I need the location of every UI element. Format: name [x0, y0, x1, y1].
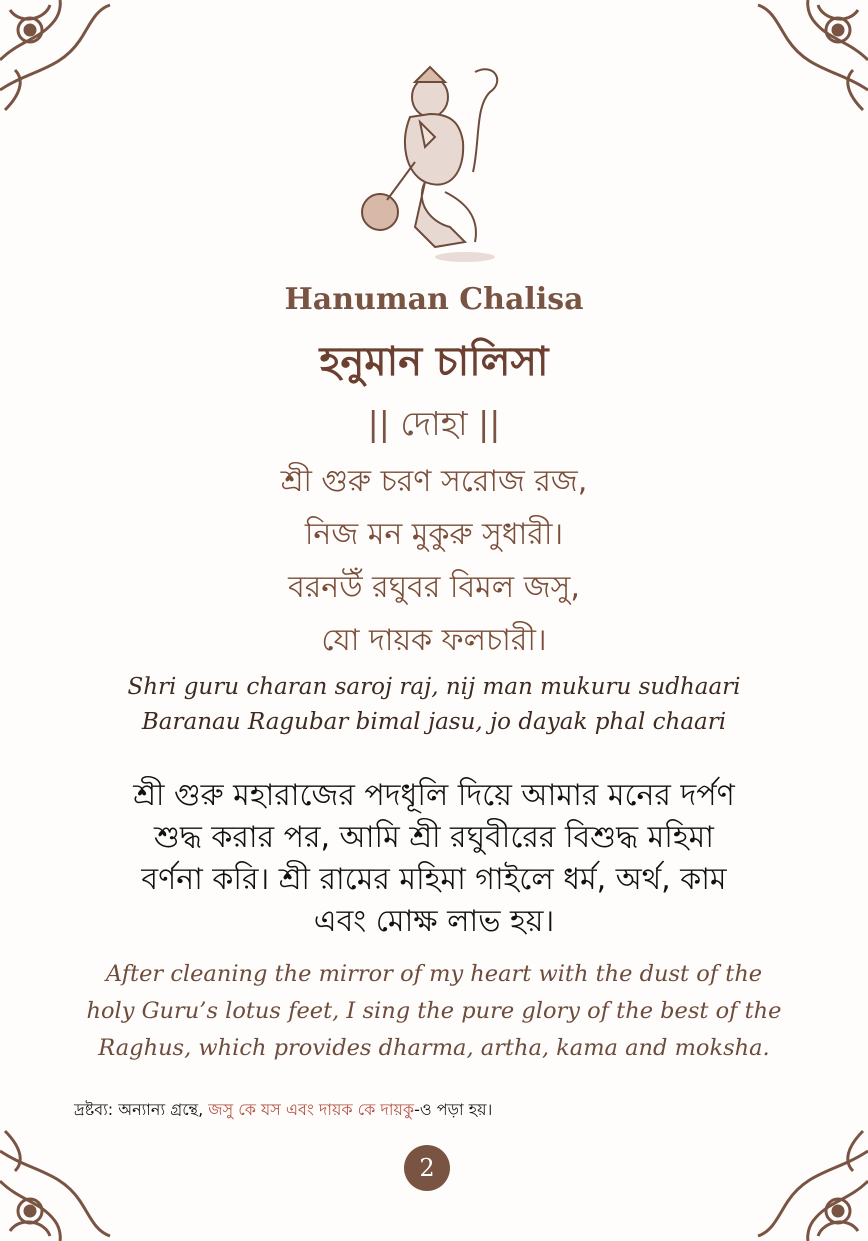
corner-ornament-top-right	[748, 0, 868, 120]
meaning-bengali	[0, 775, 868, 943]
meaning-bengali-line: এবং মোক্ষ লাভ হয়।	[313, 904, 555, 939]
verse-line: নিজ মন মুকুরু সুধারী।	[304, 517, 564, 552]
meaning-english-line: After cleaning the mirror of my heart with the dust of the	[105, 961, 763, 987]
section-heading-doha: || দোহা ||	[367, 404, 501, 443]
meaning-bengali-line: শ্রী গুরু মহারাজের পদধূলি দিয়ে আমার মনের দর্পণ	[133, 778, 735, 813]
footnote-prefix: দ্রষ্টব্য: অন্যান্য গ্রন্থে,	[74, 1100, 209, 1119]
transliteration	[0, 670, 868, 740]
meaning-english-line: Raghus, which provides dharma, artha, kama and moksha.	[98, 1035, 770, 1061]
footnote-highlight: জসু কে যস এবং দায়ক কে দায়কু	[208, 1100, 415, 1119]
transliteration-line: Shri guru charan saroj raj, nij man mukuru sudhaari	[127, 674, 741, 700]
meaning-english-line: holy Guru’s lotus feet, I sing the pure glory of the best of the	[86, 998, 782, 1024]
hanuman-illustration	[355, 52, 515, 267]
meaning-english	[0, 956, 868, 1067]
corner-ornament-bottom-right	[748, 1121, 868, 1241]
page-number-badge: 2	[404, 1145, 450, 1191]
verse-line: বরনউঁ রঘুবর বিমল জসু,	[288, 570, 580, 605]
footnote-suffix: -ও পড়া হয়।	[414, 1100, 493, 1119]
corner-ornament-top-left	[0, 0, 120, 120]
transliteration-line: Baranau Ragubar bimal jasu, jo dayak phal chaari	[141, 709, 727, 735]
meaning-bengali-line: শুদ্ধ করার পর, আমি শ্রী রঘুবীরের বিশুদ্ধ মহিমা	[154, 820, 714, 855]
corner-ornament-bottom-left	[0, 1121, 120, 1241]
title-bengali: হনুমান চালিসা	[319, 339, 549, 385]
title-english: Hanuman Chalisa	[284, 282, 584, 317]
footnote	[74, 1097, 492, 1124]
verse-line: শ্রী গুরু চরণ সরোজ রজ,	[280, 464, 588, 499]
meaning-bengali-line: বর্ণনা করি। শ্রী রামের মহিমা গাইলে ধর্ম, অর্থ, কাম	[141, 862, 727, 897]
verse-bengali	[0, 455, 868, 667]
verse-line: যো দায়ক ফলচারী।	[321, 623, 547, 658]
